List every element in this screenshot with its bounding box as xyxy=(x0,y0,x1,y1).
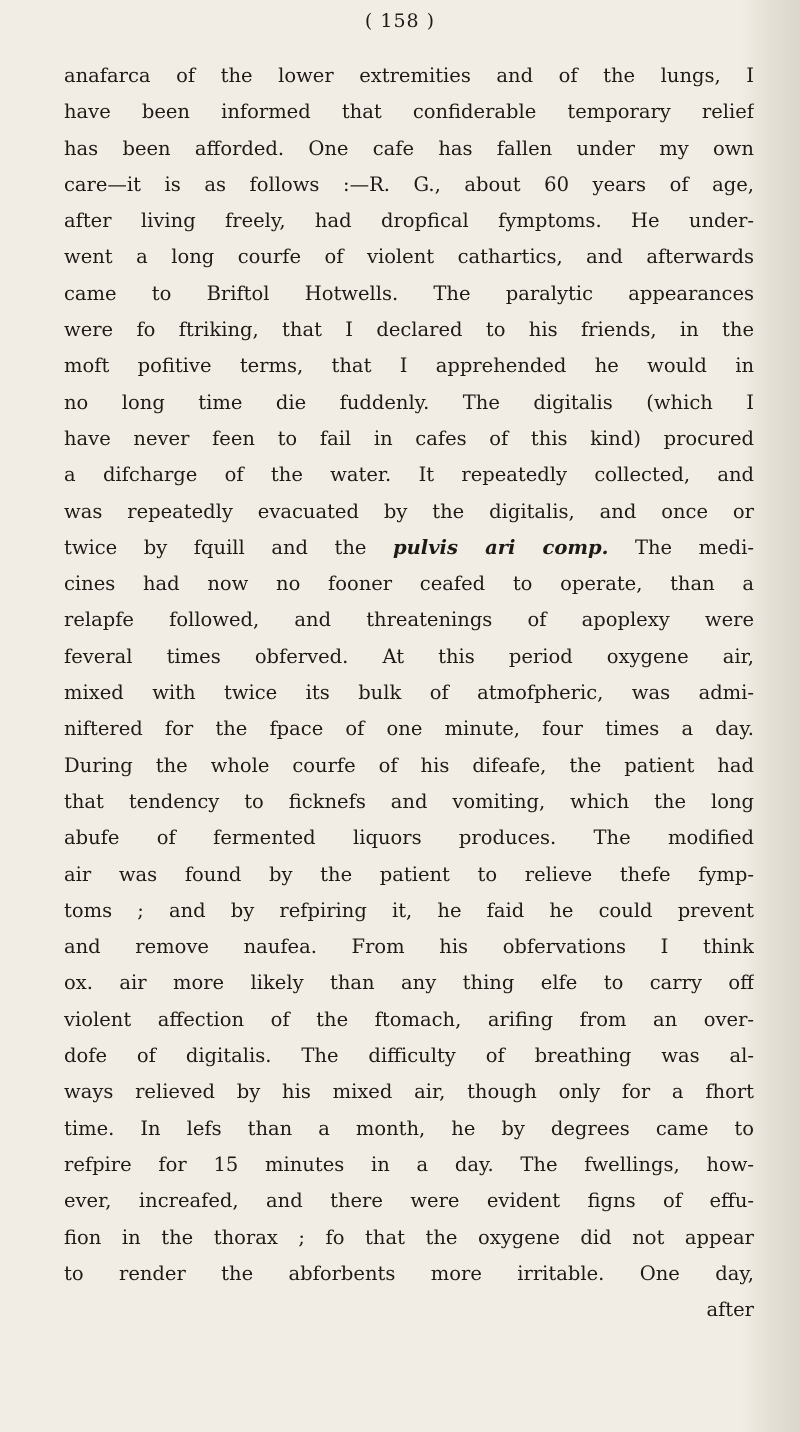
text-line: ways relieved by his mixed air, though only for a fhort xyxy=(64,1080,754,1104)
text-line: air was found by the patient to relieve thefe fymp- xyxy=(64,862,754,886)
text-line: violent affection of the ftomach, arifing from an over- xyxy=(64,1007,754,1031)
text-line: was repeatedly evacuated by the digitalis, and once or xyxy=(64,499,754,523)
text-line: have never feen to fail in cafes of this kind) procured xyxy=(64,426,754,450)
italic-phrase: pulvis ari comp. xyxy=(393,535,609,559)
text-line: abufe of fermented liquors produces. The modified xyxy=(64,826,754,850)
text-line: fion in the thorax ; fo that the oxygene did not appear xyxy=(64,1225,754,1249)
text-line: cines had now no fooner ceafed to operate, than a xyxy=(64,572,754,596)
text-line: ox. air more likely than any thing elfe to carry off xyxy=(64,971,754,995)
text-line: niftered for the fpace of one minute, four times a day. xyxy=(64,717,754,741)
text-line: and remove naufea. From his obfervations I think xyxy=(64,935,754,959)
text-line-with-italic xyxy=(64,530,754,566)
text-line: During the whole courfe of his difeafe, the patient had xyxy=(64,753,754,777)
text-line: feveral times obferved. At this period oxygene air, xyxy=(64,644,754,668)
text-line: that tendency to ficknefs and vomiting, which the long xyxy=(64,789,754,813)
text-line: to render the abforbents more irritable. One day, xyxy=(64,1261,754,1285)
text-line: care—it is as follows :—R. G., about 60 years of age, xyxy=(64,172,754,196)
text-line: were fo ftriking, that I declared to his friends, in the xyxy=(64,318,754,342)
text-line: dofe of digitalis. The difficulty of breathing was al- xyxy=(64,1044,754,1068)
text-line: anafarca of the lower extremities and of the lungs, I xyxy=(64,64,754,87)
text-line: no long time die fuddenly. The digitalis (which I xyxy=(64,390,754,414)
text-line: after living freely, had dropfical fymptoms. He under- xyxy=(64,209,754,233)
text-segment: The medi- xyxy=(608,535,754,559)
text-line: came to Briftol Hotwells. The paralytic appearances xyxy=(64,281,754,305)
text-line: have been informed that confiderable temporary relief xyxy=(64,100,754,124)
text-line: refpire for 15 minutes in a day. The fwellings, how- xyxy=(64,1152,754,1176)
text-line: time. In lefs than a month, he by degrees came to xyxy=(64,1116,754,1140)
page-number: ( 158 ) xyxy=(364,10,436,32)
catchword: after xyxy=(706,1298,754,1322)
body-text xyxy=(64,58,754,1328)
text-line: toms ; and by refpiring it, he faid he could prevent xyxy=(64,898,754,922)
text-segment: twice by fquill and the xyxy=(64,535,393,559)
text-line: ever, increafed, and there were evident figns of effu- xyxy=(64,1189,754,1213)
text-line: a difcharge of the water. It repeatedly collected, and xyxy=(64,463,754,487)
text-line: mixed with twice its bulk of atmofpheric, was admi- xyxy=(64,681,754,705)
text-line: moft pofitive terms, that I apprehended he would in xyxy=(64,354,754,378)
text-line: went a long courfe of violent cathartics, and afterwards xyxy=(64,245,754,269)
text-line: relapfe followed, and threatenings of apoplexy were xyxy=(64,608,754,632)
text-line: has been afforded. One cafe has fallen under my own xyxy=(64,136,754,160)
